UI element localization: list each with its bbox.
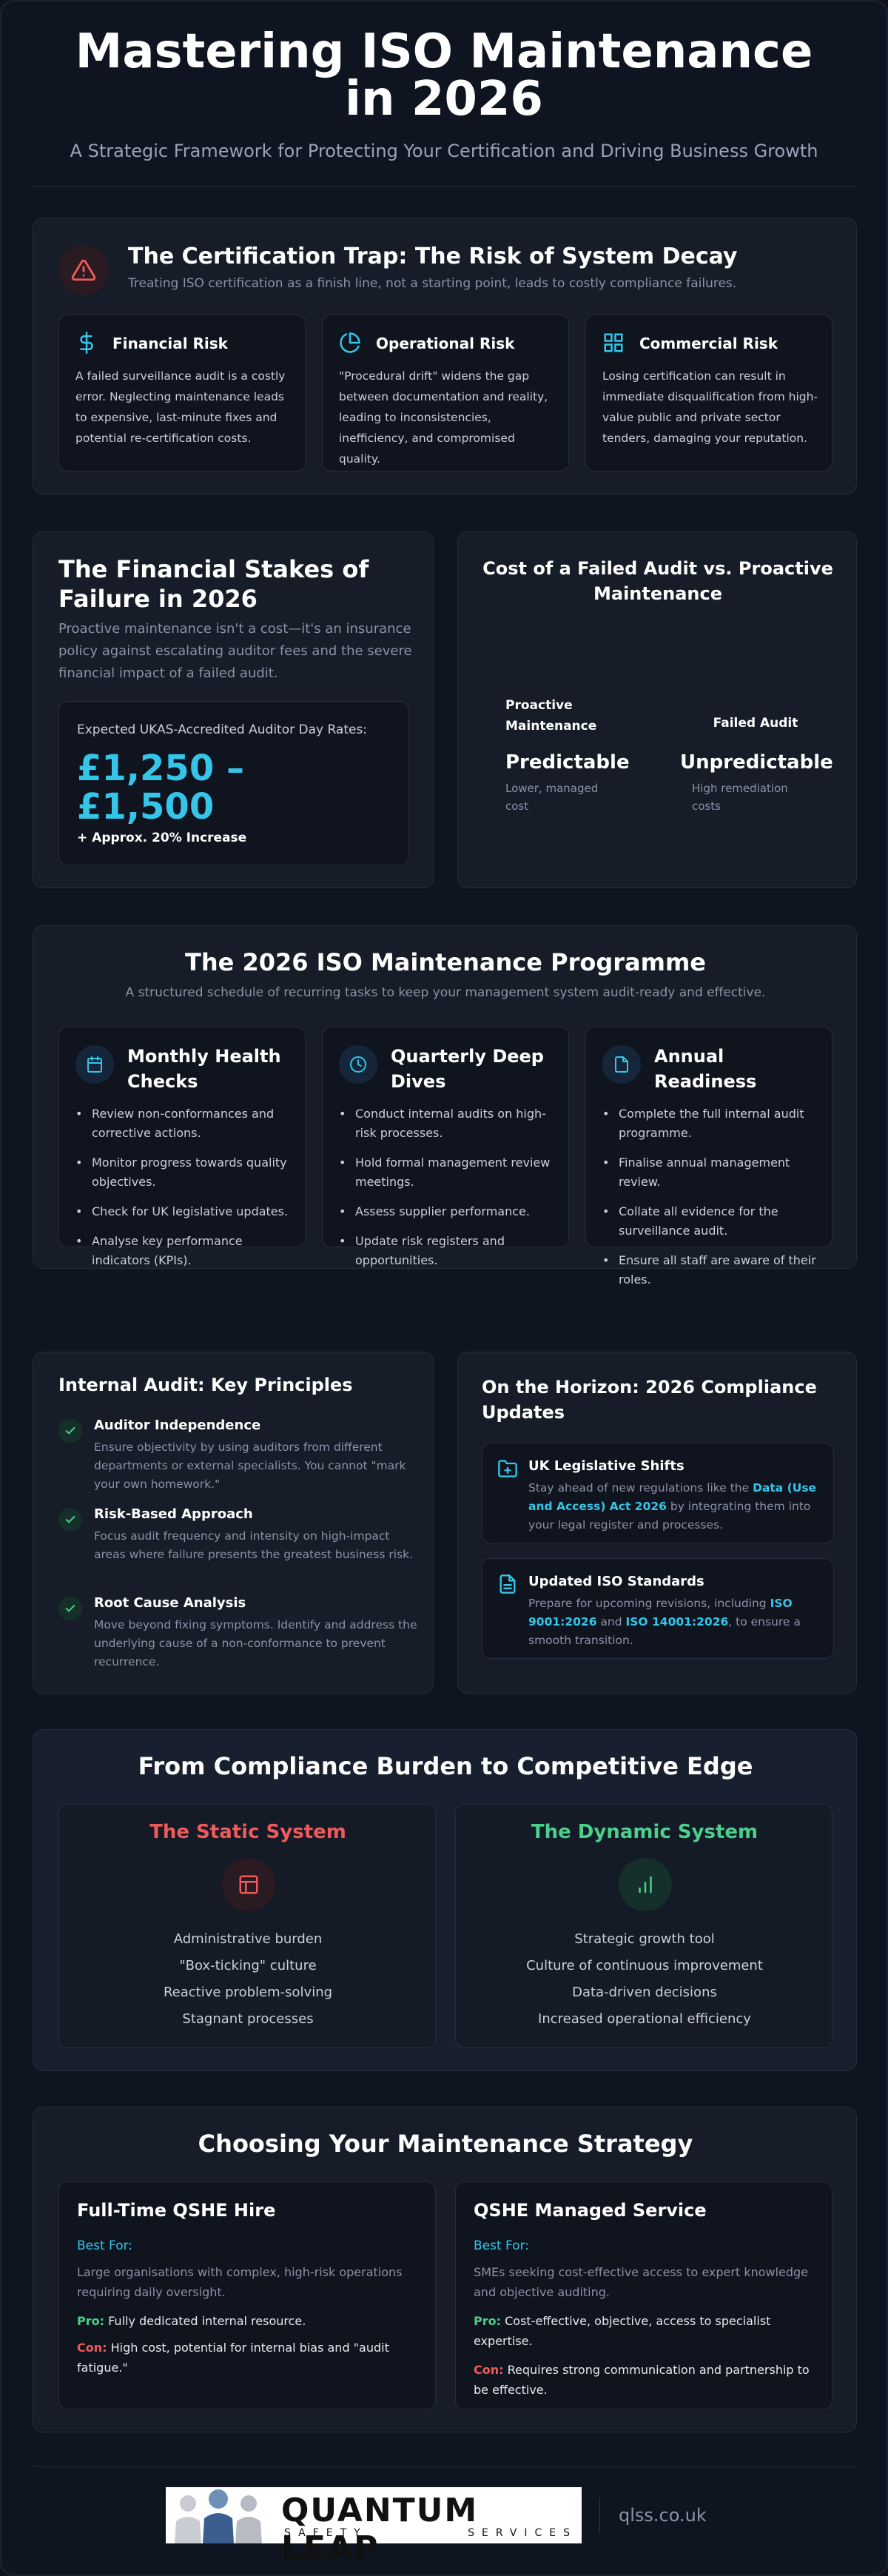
principle-text: Focus audit frequency and intensity on high-impact areas where failure presents the greatest business risk.: [94, 1529, 414, 1561]
programme-col-monthly: [58, 1027, 306, 1267]
cost-compare-card: [457, 531, 857, 888]
clock-icon: [339, 1045, 377, 1084]
programme-list: [74, 1104, 296, 1281]
proactive-value: Predictable: [505, 751, 630, 774]
best-for-text: Large organisations with complex, high-risk operations requiring daily oversight.: [77, 2265, 403, 2299]
horizon-item-standards: [482, 1558, 834, 1659]
strategy-card: [33, 2107, 857, 2432]
programme-list: [337, 1104, 559, 1281]
risk-title: Financial Risk: [112, 335, 228, 352]
bar-chart-icon: [619, 1858, 672, 1911]
stakes-text: Proactive maintenance isn't a cost—it's an insurance policy against escalating auditor fees and the severe financial impact of a failed audit.: [58, 621, 412, 681]
list-item: • Conduct internal audits on high-risk processes.: [337, 1104, 559, 1143]
risk-card-operational: [322, 315, 569, 472]
dynamic-item: Increased operational efficiency: [538, 2011, 751, 2027]
highlight-text: Data (Use and Access) Act 2026: [528, 1481, 817, 1513]
list-item: • Complete the full internal audit programme.: [601, 1104, 823, 1143]
list-item: • Ensure all staff are aware of their roles.: [601, 1251, 823, 1289]
list-item: • Update risk registers and opportunities.: [337, 1232, 559, 1270]
page-subtitle: A Strategic Framework for Protecting Your Certification and Driving Business Growth: [70, 141, 818, 161]
edge-title: From Compliance Burden to Competitive Edge: [138, 1752, 753, 1780]
certification-trap-card: [33, 218, 857, 494]
list-item: • Check for UK legislative updates.: [74, 1202, 296, 1221]
dynamic-item: Strategic growth tool: [574, 1931, 715, 1947]
check-icon: [58, 1419, 82, 1443]
page-title: Mastering ISO Maintenance in 2026: [75, 24, 813, 127]
horizon-item-title: Updated ISO Standards: [528, 1574, 704, 1589]
highlight-text: ISO 14001:2026: [625, 1615, 729, 1629]
risk-text: "Procedural drift" widens the gap between documentation and reality, leading to inconsistencies, inefficiency, and compromised quality.: [339, 369, 548, 466]
risk-text: A failed surveillance audit is a costly error. Neglecting maintenance leads to expensive, last-minute fixes and potential re-certification costs.: [75, 369, 286, 445]
principle-text: Ensure objectivity by using auditors from different departments or external specialists. You cannot "mark your own homework.": [94, 1440, 406, 1491]
failed-audit-label: Failed Audit: [713, 716, 798, 731]
list-item: • Assess supplier performance.: [337, 1202, 559, 1221]
strategy-option-hire: [58, 2181, 436, 2409]
principles-title: Internal Audit: Key Principles: [58, 1375, 353, 1395]
best-for-label: Best For:: [77, 2238, 133, 2253]
logo-main-text: QUANTUM LEAP: [281, 2492, 479, 2567]
header: [1, 1, 887, 161]
strategy-option-managed: [455, 2181, 832, 2409]
rate-value: £1,250 – £1,500: [77, 748, 244, 828]
list-item: • Monitor progress towards quality objectives.: [74, 1153, 296, 1192]
programme-title: The 2026 ISO Maintenance Programme: [185, 948, 706, 976]
static-item: Administrative burden: [173, 1931, 323, 1947]
risk-title: Operational Risk: [376, 335, 515, 352]
highlight-text: ISO 9001:2026: [528, 1597, 793, 1629]
pro-text: Pro: Fully dedicated internal resource.: [77, 2314, 306, 2328]
horizon-card: [457, 1352, 857, 1694]
horizon-title: On the Horizon: 2026 Compliance Updates: [482, 1377, 817, 1423]
company-logo[interactable]: [166, 2487, 582, 2567]
static-system-title: The Static System: [149, 1821, 346, 1843]
static-system-panel: [58, 1804, 436, 2048]
footer-separator: [599, 2498, 600, 2533]
best-for-label: Best For:: [474, 2238, 530, 2253]
horizon-item-text: Prepare for upcoming revisions, including ISO 9001:2026 and ISO 14001:2026, to ensure a smooth transition.: [528, 1597, 801, 1647]
footer-divider: [33, 2466, 857, 2467]
pro-text: Pro: Cost-effective, objective, access to specialist expertise.: [474, 2314, 771, 2348]
principle-title: Auditor Independence: [94, 1418, 261, 1433]
option-title: QSHE Managed Service: [474, 2200, 707, 2221]
list-item: • Hold formal management review meetings.: [337, 1153, 559, 1192]
competitive-edge-card: [33, 1729, 857, 2071]
file-text-icon: [497, 1574, 518, 1597]
programme-col-title: Monthly Health Checks: [127, 1046, 281, 1092]
cost-compare-title: Cost of a Failed Audit vs. Proactive Maintenance: [482, 558, 833, 604]
dynamic-system-panel: [455, 1804, 832, 2048]
risk-text: Losing certification can result in immediate disqualification from high-value public and private sector tenders, damaging your reputation.: [602, 369, 818, 445]
rate-box: [58, 701, 409, 865]
trap-subtitle: Treating ISO certification as a finish line, not a starting point, leads to costly compliance failures.: [128, 276, 737, 291]
dynamic-item: Data-driven decisions: [572, 1985, 717, 2000]
principle-title: Root Cause Analysis: [94, 1595, 246, 1611]
list-item: • Collate all evidence for the surveillance audit.: [601, 1202, 823, 1241]
list-item: • Analyse key performance indicators (KPIs).: [74, 1232, 296, 1270]
static-item: "Box-ticking" culture: [179, 1958, 317, 1973]
con-text: Con: High cost, potential for internal bias and "audit fatigue.": [77, 2341, 389, 2375]
people-icon: [166, 2487, 277, 2543]
principle-title: Risk-Based Approach: [94, 1506, 253, 1522]
programme-col-annual: [585, 1027, 832, 1287]
financial-stakes-card: [33, 531, 434, 888]
rate-note: + Approx. 20% Increase: [77, 831, 247, 845]
programme-col-title: Annual Readiness: [654, 1046, 757, 1092]
principle-text: Move beyond fixing symptoms. Identify and address the underlying cause of a non-conformance to prevent recurrence.: [94, 1618, 417, 1668]
risk-title: Commercial Risk: [639, 335, 778, 352]
stakes-title: The Financial Stakes of Failure in 2026: [58, 555, 369, 613]
list-item: • Review non-conformances and corrective actions.: [74, 1104, 296, 1143]
dollar-icon: [75, 332, 98, 357]
calendar-icon: [75, 1045, 114, 1084]
layout-icon: [222, 1858, 275, 1911]
programme-card: [33, 925, 857, 1287]
con-text: Con: Requires strong communication and partnership to be effective.: [474, 2363, 810, 2397]
failed-audit-note: High remediation costs: [692, 782, 788, 813]
website-link[interactable]: qlss.co.uk: [619, 2505, 707, 2526]
document-icon: [602, 1045, 641, 1084]
option-title: Full-Time QSHE Hire: [77, 2200, 276, 2221]
horizon-item-text: Stay ahead of new regulations like the Data (Use and Access) Act 2026 by integrating them into your legal register and processes.: [528, 1481, 817, 1532]
best-for-text: SMEs seeking cost-effective access to expert knowledge and objective auditing.: [474, 2265, 809, 2299]
pie-chart-icon: [339, 332, 361, 357]
folder-plus-icon: [497, 1458, 518, 1482]
programme-subtitle: A structured schedule of recurring tasks to keep your management system audit-ready and effective.: [125, 985, 766, 1000]
grid-icon: [602, 332, 625, 357]
principles-card: [33, 1352, 434, 1694]
static-item: Reactive problem-solving: [163, 1985, 333, 2000]
check-icon: [58, 1508, 82, 1532]
check-icon: [58, 1597, 82, 1620]
warning-icon: [58, 245, 109, 295]
proactive-note: Lower, managed cost: [505, 782, 599, 813]
logo-sub-text: SAFETY SERVICES: [284, 2527, 577, 2539]
dynamic-item: Culture of continuous improvement: [526, 1958, 763, 1973]
failed-audit-value: Unpredictable: [680, 751, 833, 774]
dynamic-system-title: The Dynamic System: [531, 1821, 758, 1843]
programme-col-title: Quarterly Deep Dives: [391, 1046, 544, 1092]
rate-label: Expected UKAS-Accredited Auditor Day Rates:: [77, 722, 368, 737]
trap-title: The Certification Trap: The Risk of System Decay: [128, 244, 738, 269]
static-item: Stagnant processes: [182, 2011, 314, 2027]
horizon-item-legislative: [482, 1443, 834, 1543]
risk-card-financial: [58, 315, 306, 472]
strategy-title: Choosing Your Maintenance Strategy: [198, 2130, 693, 2158]
programme-col-quarterly: [322, 1027, 569, 1267]
list-item: • Finalise annual management review.: [601, 1153, 823, 1192]
risk-card-commercial: [585, 315, 832, 472]
horizon-item-title: UK Legislative Shifts: [528, 1458, 684, 1474]
proactive-label: Proactive Maintenance: [505, 698, 597, 734]
programme-list: [601, 1104, 823, 1300]
